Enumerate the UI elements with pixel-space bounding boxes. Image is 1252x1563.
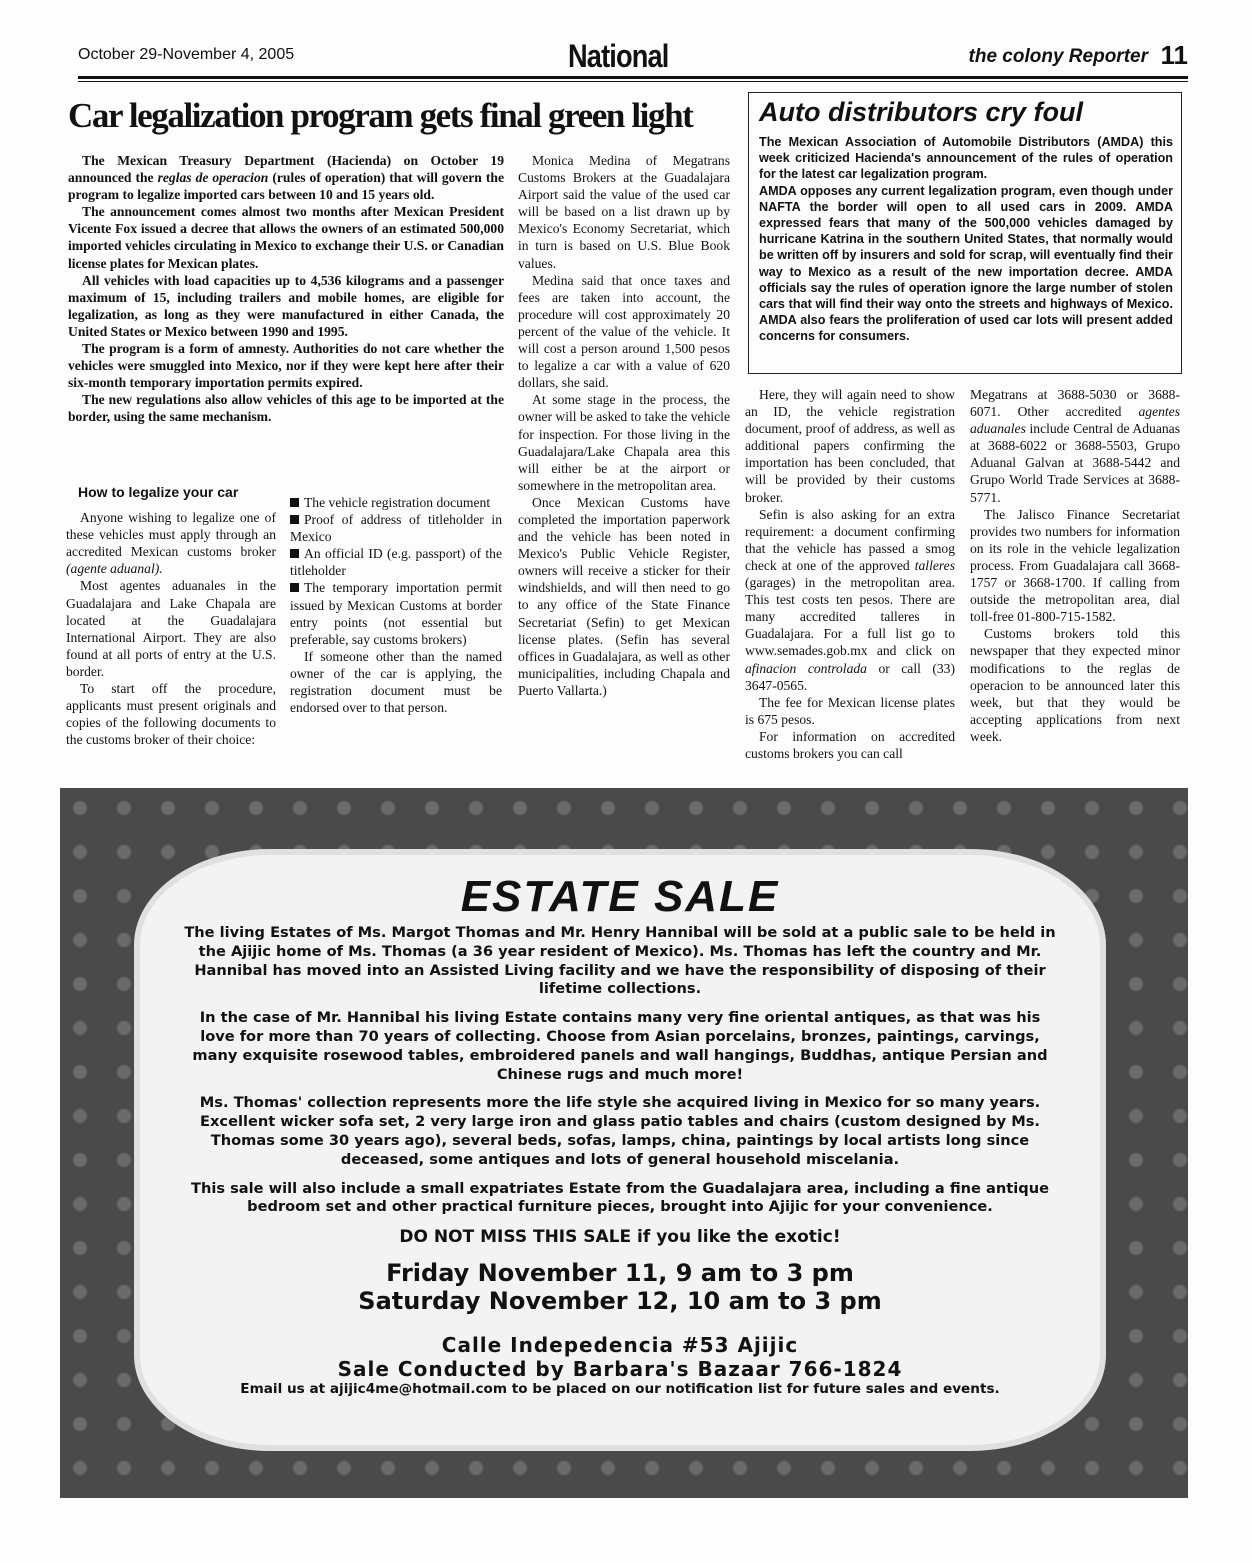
- ad-paragraph-1: The living Estates of Ms. Margot Thomas and Mr. Henry Hannibal will be sold at a public sale to be held in the Ajijic home of Ms. Thomas (a 36 year resident of Mexico). Ms. Thomas has left the country and Mr. Hannibal has moved into an Assisted Living facility and we have the responsibility of disposing of their lifetime collections.: [184, 924, 1056, 998]
- bullet-square-icon: [290, 515, 299, 524]
- bullet-square-icon: [290, 549, 299, 558]
- column-1-paragraph-1: Anyone wishing to legalize one of these vehicles must apply through an accredited Mexican customs broker (agente aduanal).: [66, 510, 276, 577]
- ad-date-saturday: Saturday November 12, 10 am to 3 pm: [358, 1287, 882, 1316]
- bullet-square-icon: [290, 583, 299, 592]
- bullet-square-icon: [290, 498, 299, 507]
- bullet-item: The temporary importation permit issued by Mexican Customs at border entry points (not essential but preferable, say customs brokers): [290, 580, 502, 647]
- column-1-paragraph-3: To start off the procedure, applicants must present originals and copies of the following documents to the customs broker of their choice:: [66, 681, 276, 748]
- article-column-1: [66, 470, 276, 748]
- sidebar-title: Auto distributors cry foul: [759, 97, 1083, 127]
- lead-paragraph-2: The announcement comes almost two months after Mexican President Vicente Fox issued a decree that allows the owners of an estimated 500,000 imported vehicles circulating in Mexico to exchange their U.S. or Canadian license plates for Mexican plates.: [68, 204, 504, 271]
- ad-email-line: Email us at ajijic4me@hotmail.com to be placed on our notification list for future sales and events.: [240, 1381, 1000, 1398]
- lead-paragraph-5: The new regulations also allow vehicles of this age to be imported at the border, using the same mechanism.: [68, 392, 504, 425]
- ad-address: Calle Indepedencia #53 Ajijic: [441, 1333, 799, 1358]
- issue-date: October 29-November 4, 2005: [78, 46, 295, 63]
- column-3-paragraph-2: Medina said that once taxes and fees are taken into account, the procedure will cost approximately 20 percent of the value of the vehicle. It will cost a person around 1,500 pesos to legalize a car with a value of 620 dollars, she said.: [518, 272, 730, 391]
- ad-date-friday: Friday November 11, 9 am to 3 pm: [386, 1259, 854, 1288]
- masthead: [78, 38, 1188, 76]
- paper-name: the colony Reporter: [968, 46, 1148, 67]
- article-column-5: [970, 386, 1180, 745]
- ad-paragraph-4: This sale will also include a small expatriates Estate from the Guadalajara area, including a fine antique bedroom set and other practical furniture pieces, brought into Ajijic for your convenience.: [191, 1179, 1049, 1216]
- ad-text: [180, 872, 1060, 1397]
- section-title: National: [568, 38, 669, 74]
- column-5-paragraph-3: Customs brokers told this newspaper that they expected minor modifications to the reglas de operacion to be announced later this week, but that they would be accepting applications from next week.: [970, 626, 1180, 744]
- column-4-paragraph-3: The fee for Mexican license plates is 675 pesos.: [745, 694, 955, 727]
- column-2-paragraph: If someone other than the named owner of the car is applying, the registration document must be endorsed over to that person.: [290, 648, 502, 716]
- column-4-paragraph-1: Here, they will again need to show an ID, the vehicle registration document, proof of address, as well as additional papers confirming the importation has been concluded, that will be provided by their customs broker.: [745, 387, 955, 505]
- article-lead: [68, 152, 504, 426]
- sidebar-text: [759, 134, 1173, 345]
- bullet-item: Proof of address of titleholder in Mexico: [290, 512, 502, 545]
- lead-paragraph-3: All vehicles with load capacities up to 4,536 kilograms and a passenger maximum of 15, including trailers and mobile homes, are eligible for legalization, as long as they were manufactured in either Canada, the United States or Mexico between 1990 and 1995.: [68, 272, 504, 339]
- article-column-3: [518, 152, 730, 699]
- ad-conducted-by: Sale Conducted by Barbara's Bazaar 766-1824: [337, 1357, 903, 1382]
- column-4-paragraph-4: For information on accredited customs brokers you can call: [745, 728, 955, 761]
- bullet-item: An official ID (e.g. passport) of the titleholder: [290, 546, 502, 579]
- article-column-2: [290, 494, 502, 716]
- ad-paragraph-2: In the case of Mr. Hannibal his living Estate contains many very fine oriental antiques, as that was his love for more than 70 years of collecting. Choose from Asian porcelains, bronzes, paintings, carvings, many exquisite rosewood tables, embroidered panels and wall hangings, Buddhas, antique Persian and Chinese rugs and much more!: [192, 1009, 1048, 1083]
- article-headline: Car legalization program gets final green light: [68, 96, 693, 135]
- column-3-paragraph-1: Monica Medina of Megatrans Customs Brokers at the Guadalajara Airport said the value of the used car will be based on a list drawn up by Mexico's Economy Secretariat, which in turn is based on U.S. Blue Book values.: [518, 153, 730, 271]
- sidebar-paragraph-2: AMDA opposes any current legalization program, even though under NAFTA the border will open to all used cars in 2009. AMDA expressed fears that many of the 500,000 vehicles damaged by hurricane Katrina in the southern United States, that normally would be written off by insurers and sold for scrap, will eventually find their way to Mexico as a result of the new importation decree. AMDA officials say the rules of operation ignore the large number of stolen cars that will find their way onto the streets and highways of Mexico. AMDA also fears the proliferation of used car lots will present added concerns for consumers.: [759, 183, 1173, 344]
- sidebar-box: [748, 92, 1182, 374]
- column-4-paragraph-2: Sefin is also asking for an extra requirement: a document confirming that the vehicle has passed a smog check at one of the approved talleres (garages) in the metropolitan area. This test costs ten pesos. There are many accredited talleres in Guadalajara. For a full list go to www.semades.gob.mx and click on afinacion controlada or call (33) 3647-0565.: [745, 506, 955, 693]
- ad-title: ESTATE SALE: [460, 872, 780, 921]
- lead-paragraph-4: The program is a form of amnesty. Authorities do not care whether the vehicles were smuggled into Mexico, nor if they were kept here after their six-month temporary importation permits expired.: [68, 341, 504, 391]
- column-3-paragraph-4: Once Mexican Customs have completed the importation paperwork and the vehicle has been noted in Mexico's Public Vehicle Register, owners will receive a sticker for their windshields, and will then need to go to any office of the State Finance Secretariat (Sefin) to get Mexican license plates. (Sefin has several offices in Guadalajara, as well as other municipalities, including Chapala and Puerto Vallarta.): [518, 494, 730, 698]
- masthead-rule-thin: [78, 81, 1188, 82]
- subhead: How to legalize your car: [78, 484, 239, 500]
- page-number: 11: [1160, 40, 1188, 70]
- sidebar-paragraph-1: The Mexican Association of Automobile Distributors (AMDA) this week criticized Hacienda's announcement of the rules of operation for the latest car legalization program.: [759, 135, 1173, 182]
- lead-paragraph-1: The Mexican Treasury Department (Hacienda) on October 19 announced the reglas de operacion (rules of operation) that will govern the program to legalize imported cars between 10 and 15 years old.: [68, 153, 504, 203]
- bullet-item: The vehicle registration document: [290, 494, 502, 511]
- column-1-paragraph-2: Most agentes aduanales in the Guadalajara and Lake Chapala are located at the Guadalajara International Airport. They are also found at all ports of entry at the U.S. border.: [66, 578, 276, 679]
- ad-paragraph-3: Ms. Thomas' collection represents more the life style she acquired living in Mexico for so many years. Excellent wicker sofa set, 2 very large iron and glass patio tables and chairs (custom designed by Ms. Thomas some 30 years ago), several beds, sofas, lamps, china, paintings by local artists long since deceased, some antiques and lots of general household miscelania.: [199, 1094, 1041, 1168]
- article-column-4: [745, 386, 955, 762]
- column-5-paragraph-2: The Jalisco Finance Secretariat provides two numbers for information on its role in the vehicle legalization process. From Guadalajara call 3668-1757 or 3668-1700. If calling from outside the metropolitan area, dial toll-free 01-800-715-1582.: [970, 506, 1180, 625]
- column-5-paragraph-1: Megatrans at 3688-5030 or 3688-6071. Other accredited agentes aduanales include Central de Aduanas at 3688-6022 or 3688-5503, Grupo Aduanal Galvan at 3688-5442 and Grupo World Trade Services at 3688-5771.: [970, 387, 1180, 505]
- column-3-paragraph-3: At some stage in the process, the owner will be asked to take the vehicle for inspection. For those living in the Guadalajara/Lake Chapala area this will either be at the airport or somewhere in the metropolitan area.: [518, 392, 730, 493]
- masthead-rule: [78, 76, 1188, 79]
- ad-dont-miss: DO NOT MISS THIS SALE if you like the exotic!: [399, 1227, 841, 1248]
